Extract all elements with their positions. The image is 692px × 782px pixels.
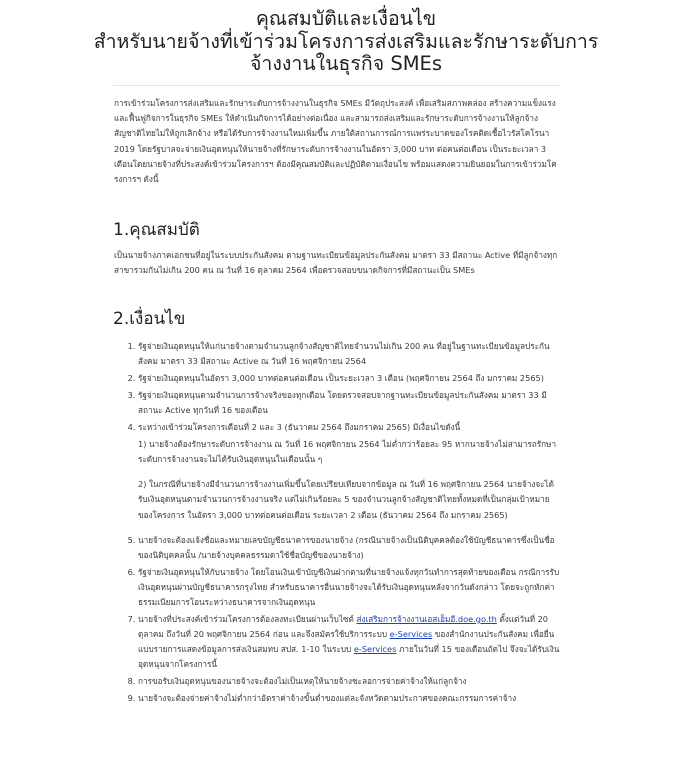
condition-4-subitems xyxy=(138,437,562,523)
condition-item: 2. รัฐจ่ายเงินอุดหนุนในอัตรา 3,000 บาทต่อคนต่อเดือน เป็นระยะเวลา 3 เดือน (พฤศจิกายน 2564 ถึง มกราคม 2565) xyxy=(138,371,562,386)
condition-4-subitem-2: 2) ในกรณีที่นายจ้างมีจำนวนการจ้างงานเพิ่มขึ้นโดยเปรียบเทียบจากข้อมูล ณ วันที่ 16 พฤศจิกายน 2564 นายจ้างจะได้รับเงินอุดหนุนตามจำนวนการจ้างงานจริง แต่ไม่เกินร้อยละ 5 ของจำนวนลูกจ้างสัญชาติไทยทั้งหมดที่เป็นกลุ่มเป้าหมายของโครงการ ในอัตรา 3,000 บาทต่อคนต่อเดือน ระยะเวลา 2 เดือน (ธันวาคม 2564 ถึง มกราคม 2565) xyxy=(138,479,554,520)
condition-item xyxy=(138,612,562,673)
e-services-link[interactable]: e-Services xyxy=(353,644,397,655)
condition-4-text: ระหว่างเข้าร่วมโครงการเดือนที่ 2 และ 3 (ธันวาคม 2564 ถึงมกราคม 2565) มีเงื่อนไขดังนี้ xyxy=(138,421,461,432)
title-line-2: สำหรับนายจ้างที่เข้าร่วมโครงการส่งเสริมและรักษาระดับการ xyxy=(93,29,599,53)
title-line-3: จ้างงานในธุรกิจ SMEs xyxy=(249,52,443,75)
intro-paragraph: การเข้าร่วมโครงการส่งเสริมและรักษาระดับการจ้างงานในธุรกิจ SMEs มีวัตถุประสงค์ เพื่อเสริมสภาพคล่อง สร้างความแข็งแรงและฟื้นฟูกิจการในธุรกิจ SMEs ให้ดำเนินกิจการได้อย่างต่อเนื่อง และสามารถส่งเสริมและรักษาระดับการจ้างงานให้ลูกจ้างสัญชาติไทยไม่ให้ถูกเลิกจ้าง หรือได้รับการจ้างงานใหม่เพิ่มขึ้น ภายใต้สถานการณ์การแพร่ระบาดของโรคติดเชื้อไวรัสโคโรนา 2019 โดยรัฐบาลจะจ่ายเงินอุดหนุนให้นายจ้างที่รักษาระดับการจ้างงานในอัตรา 3,000 บาท ต่อคนต่อเดือน เป็นระยะเวลา 3 เดือนโดยนายจ้างที่ประสงค์เข้าร่วมโครงการฯ ต้องมีคุณสมบัติและปฏิบัติตามเงื่อนไข พร้อมแสดงความยินยอมในการเข้าร่วมโครงการฯ ดังนี้ xyxy=(114,98,557,185)
conditions-heading: 2.เงื่อนไข xyxy=(113,309,186,329)
condition-item: 3. รัฐจ่ายเงินอุดหนุนตามจำนวนการจ้างจริงของทุกเดือน โดยตรวจสอบจากฐานทะเบียนข้อมูลประกันสังคม มาตรา 33 มีสถานะ Active ทุกวันที่ 16 ของเดือน xyxy=(138,388,562,418)
condition-item: 8. การขอรับเงินอุดหนุนของนายจ้างจะต้องไม่เป็นเหตุให้นายจ้างชะลอการจ่ายค่าจ้างให้แก่ลูกจ้าง xyxy=(138,674,562,689)
condition-7-text: ภายในวันที่ 15 ของเดือนถัดไป จึงจะได้รับเงินอุดหนุนจากโครงการนี้ xyxy=(138,644,560,670)
conditions-list xyxy=(114,339,562,707)
condition-7-text: ตั้งแต่วันที่ 20 ตุลาคม ถึงวันที่ 20 พฤศจิกายน 2564 ก่อน และจึงสมัครใช้บริการระบบ xyxy=(138,613,548,639)
qualifications-text: เป็นนายจ้างภาคเอกชนที่อยู่ในระบบประกันสังคม ตามฐานทะเบียนข้อมูลประกันสังคม มาตรา 33 มีสถานะ Active ที่มีลูกจ้างทุกสาขารวมกันไม่เกิน 200 คน ณ วันที่ 16 ตุลาคม 2564 เพื่อตรวจสอบขนาดกิจการที่มีสถานะเป็น SMEs xyxy=(114,250,558,276)
condition-item: 5. นายจ้างจะต้องแจ้งชื่อและหมายเลขบัญชีธนาคารของนายจ้าง (กรณีนายจ้างเป็นนิติบุคคลต้องใช้บัญชีธนาคารซึ่งเป็นชื่อของนิติบุคคลนั้น /นายจ้างบุคคลธรรมดาใช้ชื่อบัญชีของนายจ้าง) xyxy=(138,533,562,563)
condition-item xyxy=(138,420,562,523)
condition-item: 9. นายจ้างจะต้องจ่ายค่าจ้างไม่ต่ำกว่าอัตราค่าจ้างขั้นต่ำของแต่ละจังหวัดตามประกาศของคณะกรรมการค่าจ้าง xyxy=(138,691,562,706)
condition-4-subitem-1: 1) นายจ้างต้องรักษาระดับการจ้างงาน ณ วันที่ 16 พฤศจิกายน 2564 ไม่ต่ำกว่าร้อยละ 95 หากนายจ้างไม่สามารถรักษาระดับการจ้างงานจะไม่ได้รับเงินอุดหนุนในเดือนนั้น ๆ xyxy=(138,438,557,464)
title-line-1: คุณสมบัติและเงื่อนไข xyxy=(255,7,437,30)
registration-site-link[interactable]: ส่งเสริมการจ้างงานเอสเอ็มอี.doe.go.th xyxy=(356,613,497,624)
condition-item: 6. รัฐจ่ายเงินอุดหนุนให้กับนายจ้าง โดยโอนเงินเข้าบัญชีเงินฝากตามที่นายจ้างแจ้งทุกวันทำการสุดท้ายของเดือน กรณีการรับเงินอุดหนุนผ่านบัญชีธนาคารกรุงไทย สำหรับธนาคารอื่นนายจ้างจะได้รับเงินอุดหนุนหลังจากวันดังกล่าว โดยจะถูกหักค่าธรรมเนียมการโอนระหว่างธนาคารจากเงินอุดหนุน xyxy=(138,565,562,611)
divider xyxy=(113,85,560,86)
e-services-link[interactable]: e-Services xyxy=(389,628,433,639)
condition-7-text: ของสำนักงานประกันสังคม เพื่อยื่นแบบรายการแสดงข้อมูลการส่งเงินสมทบ สปส. 1-10 ในระบบ xyxy=(138,628,555,655)
page-title xyxy=(20,8,672,76)
condition-item: 1. รัฐจ่ายเงินอุดหนุนให้แก่นายจ้างตามจำนวนลูกจ้างสัญชาติไทยจำนวนไม่เกิน 200 คน ที่อยู่ในฐานทะเบียนข้อมูลประกันสังคม มาตรา 33 มีสถานะ Active ณ วันที่ 16 พฤศจิกายน 2564 xyxy=(138,339,562,369)
qualifications-heading: 1.คุณสมบัติ xyxy=(113,220,200,240)
condition-7-text: นายจ้างที่ประสงค์เข้าร่วมโครงการต้องลงทะเบียนผ่านเว็บไซต์ xyxy=(138,613,357,624)
